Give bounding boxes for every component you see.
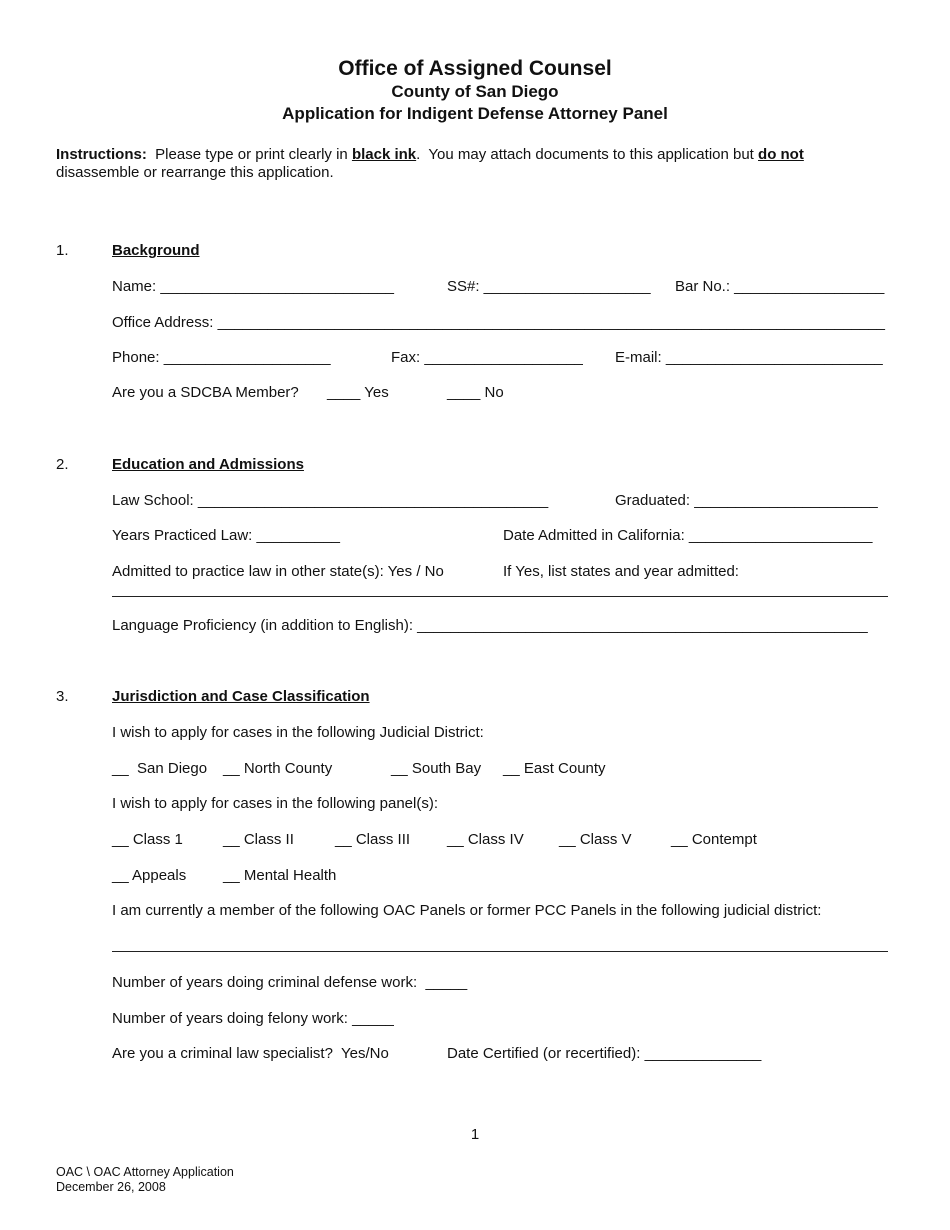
date-certified-field[interactable]: Date Certified (or recertified): ______________ (447, 1045, 762, 1062)
panel-option-class-3[interactable]: __ Class III (335, 831, 411, 848)
footer-date: December 26, 2008 (56, 1180, 166, 1194)
ss-field[interactable]: SS#: ____________________ (447, 278, 651, 295)
panel-option-class-2[interactable]: __ Class II (223, 831, 294, 848)
form-title: Application for Indigent Defense Attorney Panel (282, 104, 668, 123)
district-option-north-county[interactable]: __ North County (223, 760, 333, 777)
years-felony-field[interactable]: Number of years doing felony work: _____ (112, 1010, 394, 1027)
bar-number-field[interactable]: Bar No.: __________________ (675, 278, 885, 295)
section1-number: 1. (56, 242, 69, 259)
instructions-label: Instructions: (56, 146, 147, 163)
section3-heading: Jurisdiction and Case Classification (112, 688, 370, 705)
sdcba-no-option[interactable]: ____ No (447, 384, 504, 401)
instructions (56, 146, 804, 164)
graduated-field[interactable]: Graduated: ______________________ (615, 492, 878, 509)
page-subtitle: County of San Diego (391, 82, 559, 101)
page-number: 1 (470, 1126, 480, 1143)
panel-prompt: I wish to apply for cases in the following panel(s): (112, 795, 438, 812)
section1-heading: Background (112, 242, 200, 259)
instructions-text-b: . You may attach documents to this application but (416, 146, 759, 163)
instructions-line2: disassemble or rearrange this application. (56, 164, 334, 181)
name-field[interactable]: Name: ____________________________ (112, 278, 394, 295)
instructions-text-a: Please type or print clearly in (146, 146, 352, 163)
district-option-south-bay[interactable]: __ South Bay (391, 760, 482, 777)
phone-field[interactable]: Phone: ____________________ (112, 349, 331, 366)
panel-option-class-1[interactable]: __ Class 1 (112, 831, 183, 848)
district-option-san-diego[interactable]: __ San Diego (112, 760, 208, 777)
current-member-answer-line[interactable] (112, 951, 888, 952)
section2-number: 2. (56, 456, 69, 473)
page-title: Office of Assigned Counsel (338, 57, 612, 80)
other-states-question: Admitted to practice law in other state(s): Yes / No (112, 563, 444, 580)
sdcba-question: Are you a SDCBA Member? (112, 384, 299, 401)
section2-heading: Education and Admissions (112, 456, 304, 473)
panel-option-contempt[interactable]: __ Contempt (671, 831, 757, 848)
criminal-law-specialist-question: Are you a criminal law specialist? Yes/No (112, 1045, 389, 1062)
other-states-prompt: If Yes, list states and year admitted: (503, 563, 739, 580)
years-criminal-defense-field[interactable]: Number of years doing criminal defense work: _____ (112, 974, 468, 991)
years-practiced-field[interactable]: Years Practiced Law: __________ (112, 527, 340, 544)
current-member-prompt: I am currently a member of the following OAC Panels or former PCC Panels in the following judicial district: (112, 902, 822, 919)
date-admitted-field[interactable]: Date Admitted in California: ______________________ (503, 527, 873, 544)
panel-option-class-4[interactable]: __ Class IV (447, 831, 524, 848)
fax-field[interactable]: Fax: ___________________ (391, 349, 583, 366)
language-proficiency-field[interactable]: Language Proficiency (in addition to English): ______________________________________________________ (112, 617, 868, 634)
footer-path: OAC \ OAC Attorney Application (56, 1165, 234, 1179)
other-states-answer-line[interactable] (112, 596, 888, 597)
instructions-emph-black-ink: black ink (351, 146, 417, 163)
panel-option-class-5[interactable]: __ Class V (559, 831, 632, 848)
panel-option-appeals[interactable]: __ Appeals (112, 867, 187, 884)
section3-number: 3. (56, 688, 69, 705)
district-option-east-county[interactable]: __ East County (503, 760, 606, 777)
law-school-field[interactable]: Law School: __________________________________________ (112, 492, 549, 509)
email-field[interactable]: E-mail: __________________________ (615, 349, 883, 366)
sdcba-yes-option[interactable]: ____ Yes (327, 384, 389, 401)
instructions-emph-do-not: do not (758, 146, 804, 163)
district-prompt: I wish to apply for cases in the following Judicial District: (112, 724, 484, 741)
office-address-field[interactable]: Office Address: ________________________________________________________________________________ (112, 314, 885, 331)
panel-option-mental-health[interactable]: __ Mental Health (223, 867, 337, 884)
